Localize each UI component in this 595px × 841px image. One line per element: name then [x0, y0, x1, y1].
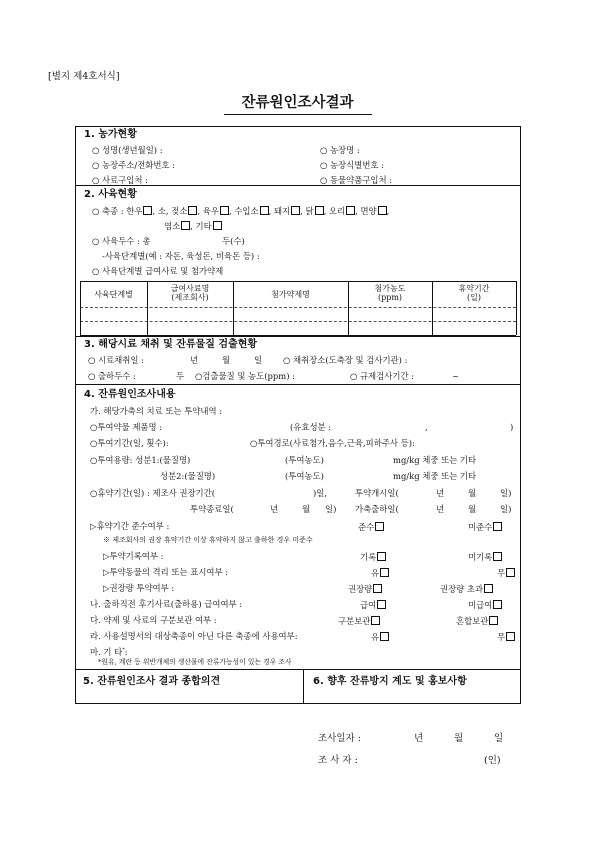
record-option-no: 미기록: [468, 552, 502, 561]
feed-table-col: [516, 281, 517, 335]
storage-option-separate: 구분보관: [338, 616, 380, 625]
section-2-heading: 2. 사육현황: [84, 189, 137, 200]
feed-table-header-concentration: 첨가농도 (ppm): [374, 284, 406, 303]
month-label: 월: [454, 733, 464, 744]
species-pig: 돼지: [273, 206, 291, 216]
month-label: 월: [468, 504, 477, 514]
divider: [75, 336, 521, 337]
storage-label: 다. 약제 및 사료의 구분보관 여부 :: [90, 615, 217, 625]
withdrawal-compliance-label: ▷휴약기간 준수여부 :: [90, 521, 170, 531]
record-label: ▷투약기록여부 :: [103, 551, 164, 561]
treatment-history-label: 가. 해당가축의 치료 또는 투약내역 :: [90, 406, 223, 416]
seal-mark: (인): [484, 755, 501, 766]
day-label: 일: [254, 355, 263, 365]
shipping-date-label: 가축출하일(: [355, 504, 399, 514]
species-beef: 육우: [202, 206, 219, 216]
section-4-heading: 4. 잔류원인조사내용: [84, 389, 176, 400]
species-dairy: 소, 젖소: [157, 206, 188, 216]
species-row-2: 염소 , 기타: [164, 221, 222, 230]
feed-table-header-stage: 사육단계별: [94, 290, 133, 299]
storage-option-mixed: 혼합보관: [456, 616, 498, 625]
range-tilde: ~: [452, 371, 460, 381]
withdrawal-recommended-label: ○휴약기간(일) : 제조사 권장기간(: [90, 488, 216, 498]
dose-concentration-2: (투여농도): [285, 471, 324, 481]
sampling-place-label: ○ 채취장소(도축장 및 검사기관) :: [283, 355, 408, 365]
comma: ,: [425, 422, 428, 432]
checkbox-duck[interactable]: [346, 206, 355, 215]
drug-name-label: ○투여약물 제품명 :: [90, 422, 163, 432]
checkbox-off-label-yes[interactable]: [380, 632, 389, 641]
dosage-label: ▷권장량 투약여부 :: [103, 583, 175, 593]
close-paren: ): [510, 422, 514, 432]
day-label: 일: [494, 733, 504, 744]
checkbox-separate-storage[interactable]: [371, 616, 380, 625]
checkbox-not-fed[interactable]: [493, 600, 502, 609]
feed-table-row-line: [80, 307, 516, 308]
year-label: 년: [414, 733, 424, 744]
dose-ingredient-1: ○투여용량: 성분1:(물질명): [90, 455, 191, 465]
year-label: 년: [190, 355, 199, 365]
checkbox-exceeded-dose[interactable]: [484, 584, 493, 593]
dosage-option-recommended: 권장량: [348, 584, 382, 593]
record-option-yes: 기록: [360, 552, 386, 561]
feed-option-no: 미급여: [468, 600, 502, 609]
checkbox-compliant[interactable]: [375, 522, 384, 531]
species-row: ○ 축종 : 한우 , 소, 젖소 , 육우 , 수입소 , 돼지 , 닭 , 오리 , 면양 ,: [92, 206, 390, 216]
checkbox-unrecorded[interactable]: [493, 552, 502, 561]
divider: [303, 669, 304, 704]
checkbox-not-isolated[interactable]: [506, 568, 515, 577]
feed-table-header-feed: 급여사료명 (제조회사): [170, 284, 210, 303]
day-label: 일): [325, 504, 337, 514]
farm-address-label: ○ 농장주소/전화번호 :: [92, 160, 175, 170]
day-label: 일): [500, 488, 512, 498]
title-underline: [224, 114, 372, 115]
feed-table-border: [80, 335, 516, 336]
checkbox-goat[interactable]: [181, 221, 190, 230]
dosing-end-label: 투약종료일(: [190, 504, 234, 514]
dose-unit-2: mg/kg 체중 또는 기타: [393, 471, 477, 481]
stage-label: -사육단계별(예 : 자돈, 육성돈, 비육돈 등) :: [102, 251, 260, 261]
section-5-heading: 5. 잔류원인조사 결과 종합의견: [83, 676, 221, 687]
dose-unit-1: mg/kg 체중 또는 기타: [393, 455, 477, 465]
section-1-heading: 1. 농가현황: [84, 129, 137, 140]
species-sheep: 면양: [360, 206, 377, 216]
surveyor-label: 조 사 자 :: [318, 755, 358, 766]
feed-table-header-withdrawal: 휴약기간 (일): [458, 284, 490, 303]
compliance-note: ※ 제조회사의 권장 휴약기간 이상 휴약하지 않고 출하한 경우 미준수: [103, 536, 313, 544]
withdrawal-days-unit: )일,: [313, 488, 328, 498]
page-title: 잔류원인조사결과: [241, 95, 354, 111]
compliance-option-yes: 준수: [358, 522, 384, 531]
checkbox-imported[interactable]: [260, 206, 269, 215]
divider: [75, 669, 521, 670]
species-label: ○ 축종 : 한우: [92, 206, 143, 216]
year-label: 년: [436, 504, 445, 514]
shipped-count-unit: 두: [176, 371, 185, 381]
form-label: [별지 제4호서식]: [48, 71, 120, 82]
checkbox-recommended-dose[interactable]: [373, 584, 382, 593]
checkbox-pig[interactable]: [291, 206, 300, 215]
detected-substance-label: ○검출물질 및 농도(ppm) :: [195, 371, 295, 381]
checkbox-beef[interactable]: [220, 206, 229, 215]
dosing-start-label: 투약개시일(: [355, 488, 399, 498]
checkbox-mixed-storage[interactable]: [489, 616, 498, 625]
checkbox-fed[interactable]: [377, 600, 386, 609]
checkbox-noncompliant[interactable]: [493, 522, 502, 531]
farm-name-label: ○ 농장명 :: [320, 145, 360, 155]
divider: [75, 185, 521, 186]
month-label: 월: [222, 355, 231, 365]
compliance-option-no: 미준수: [468, 522, 502, 531]
owner-name-label: ○ 성명(생년월일) :: [92, 145, 163, 155]
pre-shipping-feed-label: 나. 출하직전 후기사료(출하용) 급여여부 :: [90, 599, 243, 609]
feed-table-border: [80, 281, 516, 282]
checkbox-sheep[interactable]: [378, 206, 387, 215]
other-note: *원유, 계란 등 위반개체의 생산물에 잔류가능성이 있는 경우 조사: [98, 658, 292, 666]
section-6-heading: 6. 향후 잔류방지 계도 및 홍보사항: [313, 676, 467, 687]
off-label-option-no: 무: [497, 632, 515, 641]
survey-date-label: 조사일자 :: [318, 733, 361, 744]
regulatory-period-label: ○ 규제검사기간 :: [350, 371, 414, 381]
farm-id-label: ○ 농장식별번호 :: [320, 160, 384, 170]
drug-supplier-label: ○ 동물약품구입처 :: [320, 175, 393, 185]
isolation-option-no: 무: [497, 568, 515, 577]
off-label-use-label: 라. 사용설명서의 대상축종이 아닌 다른 축종에 사용여부:: [90, 631, 298, 641]
dosage-option-exceeded: 권장량 초과: [440, 584, 493, 593]
feed-supplier-label: ○ 사료구입처 :: [92, 175, 148, 185]
head-count-unit: 두(수): [222, 236, 245, 246]
other-label: 마. 기 타*:: [90, 647, 128, 657]
feed-table-header-additive: 첨가약제명: [271, 290, 310, 299]
divider: [75, 384, 521, 385]
species-imported: 수입소: [234, 206, 259, 216]
dose-ingredient-2: 성분2:(물질명): [160, 471, 216, 481]
checkbox-isolated[interactable]: [380, 568, 389, 577]
species-duck: 오리: [328, 206, 346, 216]
feed-option-yes: 급여: [360, 600, 386, 609]
off-label-option-yes: 유: [371, 632, 389, 641]
head-count-label: ○ 사육두수 : 총: [92, 236, 151, 246]
checkbox-recorded[interactable]: [377, 552, 386, 561]
species-other: 기타: [195, 221, 212, 231]
month-label: 월: [468, 488, 477, 498]
checkbox-chicken[interactable]: [315, 206, 324, 215]
section-3-heading: 3. 해당시료 채취 및 잔류물질 검출현황: [84, 339, 258, 350]
year-label: 년: [270, 504, 279, 514]
feed-table-row-line: [80, 321, 516, 322]
year-label: 년: [436, 488, 445, 498]
active-ingredient-label: (유효성분 :: [290, 422, 332, 432]
route-label: ○투여경로(사료첨가,음수,근육,피하주사 등):: [250, 438, 415, 448]
feed-table-label: ○ 사육단계별 급여사료 및 첨가약제: [92, 266, 224, 276]
isolation-option-yes: 유: [371, 568, 389, 577]
species-chicken: 닭: [305, 206, 314, 216]
checkbox-off-label-no[interactable]: [506, 632, 515, 641]
isolation-label: ▷투약동물의 격리 또는 표시여부 :: [103, 567, 229, 577]
dose-concentration-1: (투여농도): [285, 455, 324, 465]
day-label: 일): [500, 504, 512, 514]
sampling-date-label: ○ 시료채취일 :: [88, 355, 144, 365]
species-goat: 염소: [164, 221, 181, 231]
month-label: 월: [302, 504, 311, 514]
checkbox-other[interactable]: [213, 221, 222, 230]
dosing-period-label: ○투여기간(일, 횟수):: [90, 438, 169, 448]
shipped-count-label: ○ 출하두수 :: [88, 371, 136, 381]
